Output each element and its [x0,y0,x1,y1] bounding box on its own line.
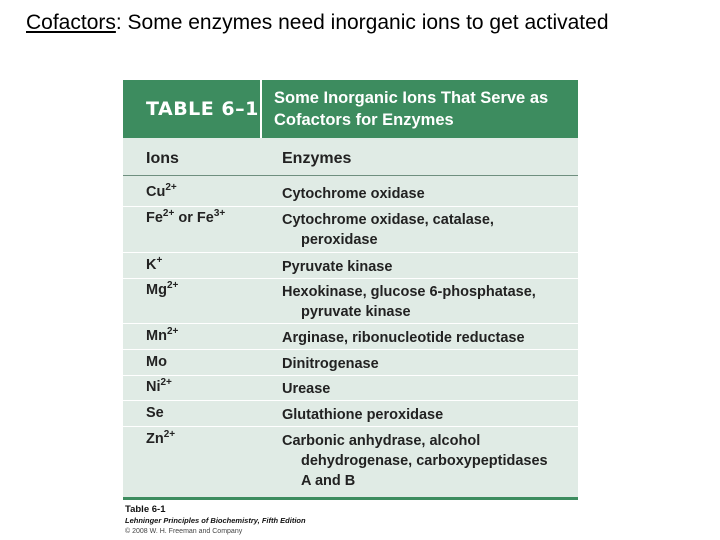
table-number: TABLE 6–1 [123,80,260,138]
table-row [123,278,578,324]
ion-cell: $Mg^{2+}$ [146,280,179,298]
enzyme-cell: Dinitrogenase [282,356,379,372]
table-row [123,401,578,426]
table-row [123,375,578,400]
title-keyword: Cofactors [26,11,116,34]
cofactor-table [123,80,578,500]
ion-cell: $Ni^{2+}$ [146,377,172,395]
enzyme-cell: Hexokinase, glucose 6-phosphatase, pyruvate kinase [282,284,536,320]
table-title-line1: Some Inorganic Ions That Serve as [274,89,549,107]
enzyme-cell: Cytochrome oxidase [282,186,425,202]
enzyme-cell: Arginase, ribonucleotide reductase [282,330,525,346]
figure-caption [125,504,306,537]
ion-cell: Se [146,405,164,421]
caption-table-id: Table 6-1 [125,504,166,515]
table-header [123,80,578,138]
table-title [262,80,578,138]
table-row [123,206,578,252]
ion-cell: $Fe^{2+}$ or $Fe^{3+}$ [146,208,226,226]
caption-source: Lehninger Principles of Biochemistry, Fifth Edition [125,516,306,525]
enzyme-cell: Pyruvate kinase [282,259,393,275]
table-bottom-rule [123,497,578,500]
title-rest: : Some enzymes need inorganic ions to get activated [115,11,609,34]
table-row [123,180,578,205]
column-header-enzymes: Enzymes [282,150,352,167]
ion-cell: $Zn^{2+}$ [146,429,176,447]
ion-cell: Mo [146,354,167,370]
table-row [123,324,578,349]
ion-cell: K+ [146,255,163,273]
column-header-ions: Ions [146,150,179,167]
slide-title [26,11,609,35]
table-row [123,350,578,375]
caption-copyright: © 2008 W. H. Freeman and Company [125,528,243,535]
header-rule [123,175,578,176]
enzyme-cell: Cytochrome oxidase, catalase, peroxidase [282,212,494,248]
enzyme-cell: Glutathione peroxidase [282,407,444,423]
ion-cell: $Mn^{2+}$ [146,326,179,344]
enzyme-cell: Carbonic anhydrase, alcohol dehydrogenase, carboxypeptidases A and B [282,433,548,489]
table-row [123,427,578,493]
column-header-row [123,146,578,174]
table-row [123,253,578,278]
ion-cell: $Cu^{2+}$ [146,182,177,200]
enzyme-cell: Urease [282,381,331,397]
table-title-line2: Cofactors for Enzymes [274,111,454,129]
